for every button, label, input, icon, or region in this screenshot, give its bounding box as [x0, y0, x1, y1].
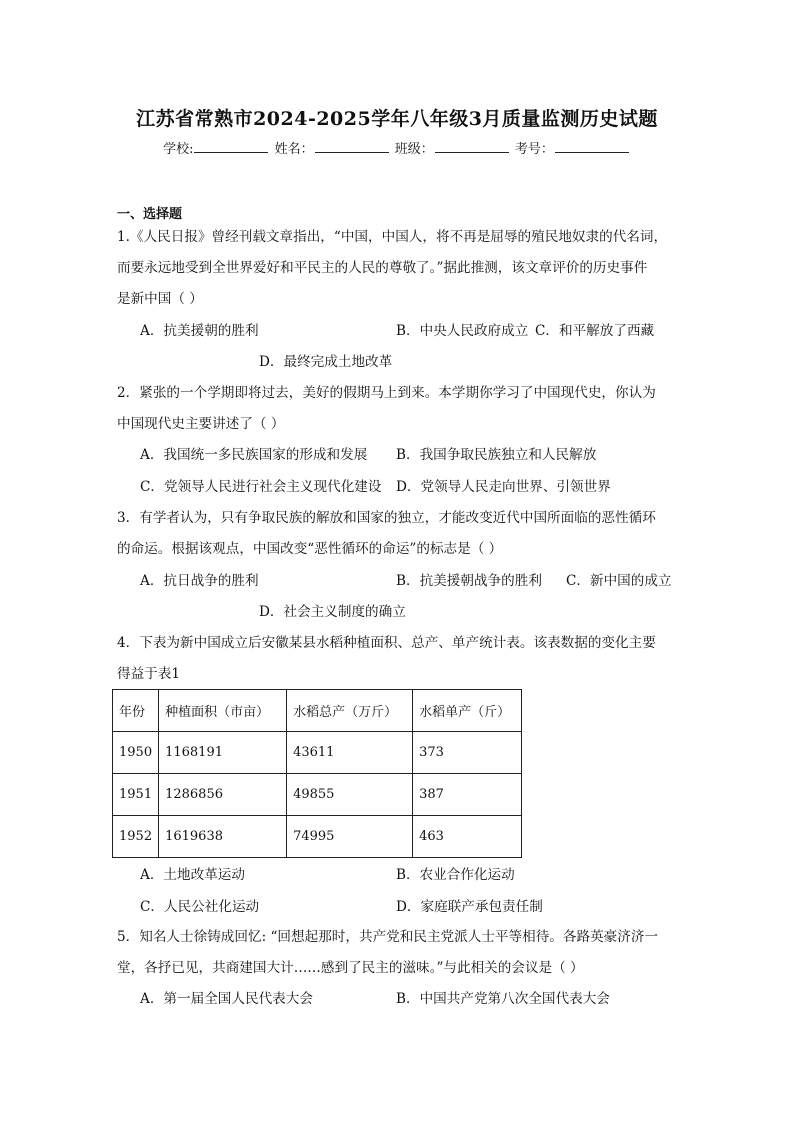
school-blank[interactable]	[194, 140, 268, 153]
q2-option-b[interactable]: B．我国争取民族独立和人民解放	[396, 447, 597, 463]
table-cell: 1168191	[159, 732, 287, 774]
name-label: 姓名：	[274, 142, 314, 157]
q5-line: 5．知名人士徐铸成回忆: “回想起那时，共产党和民主党派人士平等相待。各路英豪济济一	[117, 929, 659, 945]
table-cell: 1286856	[159, 774, 287, 816]
class-label: 班级：	[394, 142, 434, 157]
number-label: 考号：	[514, 142, 554, 157]
table-row	[113, 816, 522, 858]
table-cell: 1950	[113, 732, 159, 774]
q2-option-d[interactable]: D．党领导人民走向世界、引领世界	[396, 479, 611, 495]
q4-line: 得益于表1	[117, 666, 181, 682]
section-heading: 一、选择题	[117, 207, 183, 222]
q5-option-a[interactable]: A．第一届全国人民代表大会	[140, 991, 313, 1007]
q4-line: 4．下表为新中国成立后安徽某县水稻种植面积、总产、单产统计表。该表数据的变化主要	[117, 635, 656, 651]
q3-line: 的命运。根据该观点，中国改变“恶性循环的命运”的标志是（ ）	[117, 541, 503, 557]
table-row	[113, 774, 522, 816]
q2-option-a[interactable]: A．我国统一多民族国家的形成和发展	[140, 447, 368, 463]
table-cell: 1951	[113, 774, 159, 816]
q3-option-c[interactable]: C．新中国的成立	[566, 573, 672, 589]
q1-option-b[interactable]: B．中央人民政府成立	[396, 323, 529, 339]
q4-option-a[interactable]: A．土地改革运动	[140, 867, 245, 883]
class-blank[interactable]	[435, 140, 509, 153]
q2-option-c[interactable]: C．党领导人民进行社会主义现代化建设	[140, 479, 382, 495]
q2-line: 中国现代史主要讲述了（ ）	[117, 416, 285, 432]
table-row	[113, 732, 522, 774]
q5-line: 堂，各抒已见，共商建国大计……感到了民主的滋味。”与此相关的会议是（ ）	[117, 960, 584, 976]
table-header-cell: 水稻总产（万斤）	[287, 690, 413, 732]
table-cell: 1619638	[159, 816, 287, 858]
q3-option-b[interactable]: B．抗美援朝战争的胜利	[396, 573, 542, 589]
table-cell: 463	[413, 816, 522, 858]
name-blank[interactable]	[315, 140, 389, 153]
q4-option-d[interactable]: D．家庭联产承包责任制	[396, 899, 543, 915]
q2-line: 2．紧张的一个学期即将过去，美好的假期马上到来。本学期你学习了中国现代史，你认为	[117, 385, 656, 401]
table-header-cell: 种植面积（市亩）	[159, 690, 287, 732]
q3-option-a[interactable]: A．抗日战争的胜利	[140, 573, 259, 589]
q4-option-b[interactable]: B．农业合作化运动	[396, 867, 515, 883]
q3-line: 3．有学者认为，只有争取民族的解放和国家的独立，才能改变近代中国所面临的恶性循环	[117, 510, 656, 526]
q1-line: 1.《人民日报》曾经刊载文章指出，“中国，中国人，将不再是屈辱的殖民地奴隶的代名词，	[117, 229, 668, 245]
q1-line: 是新中国（ ）	[117, 291, 203, 307]
table-header-cell: 水稻单产（斤）	[413, 690, 522, 732]
table-cell: 74995	[287, 816, 413, 858]
q1-option-a[interactable]: A．抗美援朝的胜利	[140, 323, 259, 339]
table-cell: 373	[413, 732, 522, 774]
table-cell: 1952	[113, 816, 159, 858]
q3-option-d[interactable]: D．社会主义制度的确立	[259, 604, 406, 620]
q1-option-d[interactable]: D．最终完成土地改革	[259, 354, 393, 370]
number-blank[interactable]	[555, 140, 629, 153]
q1-option-c[interactable]: C．和平解放了西藏	[535, 323, 655, 339]
student-info-line	[0, 138, 794, 157]
page-title: 江苏省常熟市2024-2025学年八年级3月质量监测历史试题	[136, 108, 658, 130]
table-cell: 43611	[287, 732, 413, 774]
q4-option-c[interactable]: C．人民公社化运动	[140, 899, 260, 915]
school-label: 学校:	[163, 142, 194, 157]
q1-line: 而要永远地受到全世界爱好和平民主的人民的尊敬了。”据此推测，该文章评价的历史事件	[117, 260, 648, 276]
table-header-row	[113, 690, 522, 732]
table-header-cell: 年份	[113, 690, 159, 732]
q5-option-b[interactable]: B．中国共产党第八次全国代表大会	[396, 991, 610, 1007]
rice-statistics-table	[112, 689, 522, 858]
table-cell: 49855	[287, 774, 413, 816]
table-cell: 387	[413, 774, 522, 816]
